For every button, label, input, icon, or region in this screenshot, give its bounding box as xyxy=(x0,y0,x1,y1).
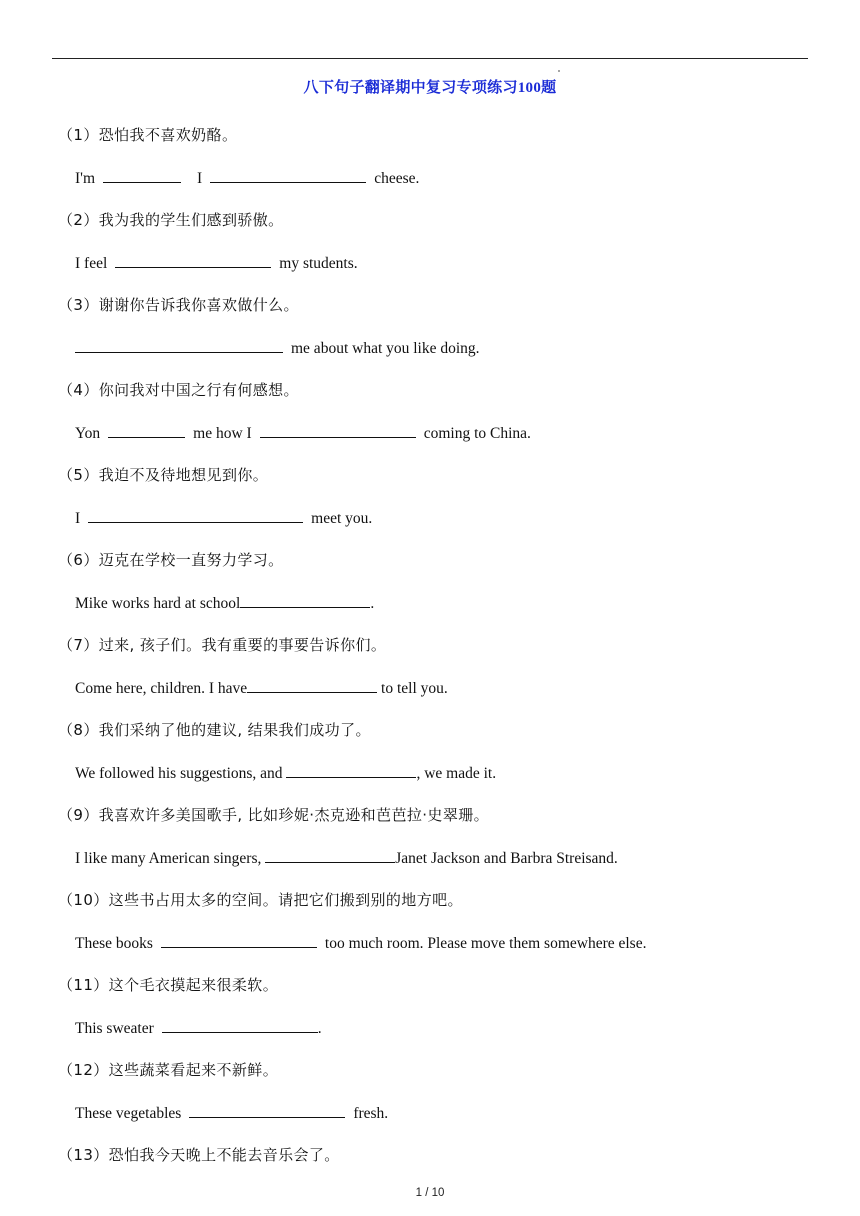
blank[interactable] xyxy=(189,1102,345,1118)
page-number: 1 / 10 xyxy=(415,1187,445,1199)
question-1: （1）恐怕我不喜欢奶酪。 xyxy=(58,126,238,144)
blank[interactable] xyxy=(103,167,181,183)
blank[interactable] xyxy=(162,1017,318,1033)
blank[interactable] xyxy=(161,932,317,948)
answer-1: I'm I cheese. xyxy=(75,167,419,188)
blank[interactable] xyxy=(286,762,416,778)
answer-3: me about what you like doing. xyxy=(75,337,480,358)
question-9: （9）我喜欢许多美国歌手, 比如珍妮·杰克逊和芭芭拉·史翠珊。 xyxy=(58,806,490,824)
question-12: （12）这些蔬菜看起来不新鲜。 xyxy=(58,1061,279,1079)
blank[interactable] xyxy=(75,337,283,353)
blank[interactable] xyxy=(108,422,185,438)
blank[interactable] xyxy=(210,167,366,183)
answer-6: Mike works hard at school . xyxy=(75,592,374,613)
answer-11: This sweater . xyxy=(75,1017,322,1038)
answer-10: These books too much room. Please move them somewhere else. xyxy=(75,932,646,953)
question-11: （11）这个毛衣摸起来很柔软。 xyxy=(58,976,279,994)
answer-5: I meet you. xyxy=(75,507,372,528)
question-2: （2）我为我的学生们感到骄傲。 xyxy=(58,211,284,229)
blank[interactable] xyxy=(247,677,377,693)
answer-8: We followed his suggestions, and , we made it. xyxy=(75,762,496,783)
answer-7: Come here, children. I have to tell you. xyxy=(75,677,448,698)
blank[interactable] xyxy=(265,847,395,863)
question-5: （5）我迫不及待地想见到你。 xyxy=(58,466,269,484)
header-dot xyxy=(558,70,560,72)
blank[interactable] xyxy=(240,592,370,608)
question-8: （8）我们采纳了他的建议, 结果我们成功了。 xyxy=(58,721,371,739)
answer-12: These vegetables fresh. xyxy=(75,1102,388,1123)
question-4: （4）你问我对中国之行有何感想。 xyxy=(58,381,299,399)
question-7: （7）过来, 孩子们。我有重要的事要告诉你们。 xyxy=(58,636,387,654)
question-3: （3）谢谢你告诉我你喜欢做什么。 xyxy=(58,296,299,314)
blank[interactable] xyxy=(260,422,416,438)
question-13: （13）恐怕我今天晚上不能去音乐会了。 xyxy=(58,1146,340,1164)
answer-4: Yon me how I coming to China. xyxy=(75,422,531,443)
blank[interactable] xyxy=(88,507,303,523)
page-title: 八下句子翻译期中复习专项练习100题 xyxy=(303,80,557,96)
top-rule xyxy=(52,58,808,59)
blank[interactable] xyxy=(115,252,271,268)
question-6: （6）迈克在学校一直努力学习。 xyxy=(58,551,284,569)
answer-9: I like many American singers, Janet Jackson and Barbra Streisand. xyxy=(75,847,618,868)
answer-2: I feel my students. xyxy=(75,252,358,273)
question-10: （10）这些书占用太多的空间。请把它们搬到别的地方吧。 xyxy=(58,891,463,909)
